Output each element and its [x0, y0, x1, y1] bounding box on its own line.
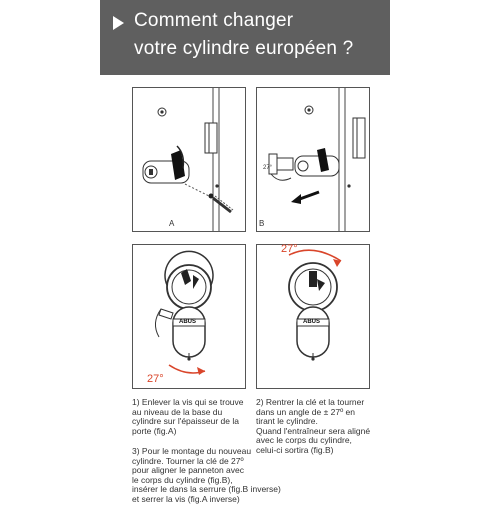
step-3-line: et serrer la vis (fig.A inverse)	[132, 493, 240, 504]
step-1-line: cylindre sur l'épaisseur de la	[132, 416, 239, 427]
header-banner	[100, 0, 390, 75]
figure-d-panel	[256, 244, 370, 389]
step-2-line: celui-ci sortira (fig.B)	[256, 444, 334, 455]
step-2-line: 2) Rentrer la clé et la tourner	[256, 397, 365, 407]
figure-b-illustration	[257, 88, 369, 231]
instruction-sheet	[100, 0, 390, 504]
step-2-line: avec le corps du cylindre,	[256, 435, 352, 446]
figure-b-panel	[256, 87, 370, 232]
step-1-text	[132, 398, 250, 436]
step-1-line: 1) Enlever la vis qui se trouve	[132, 397, 244, 407]
figure-c-angle-label: 27°	[147, 373, 164, 385]
figure-d-illustration	[257, 245, 369, 388]
title-line-2: votre cylindre européen ?	[134, 38, 354, 59]
step-2-line: dans un angle de ± 27º en	[256, 406, 355, 417]
figure-a-panel	[132, 87, 246, 232]
figure-b-angle-label: 27°	[263, 165, 273, 171]
step-3-line: cylindre. Tourner la clé de 27º	[132, 455, 244, 466]
step-2-line: Quand l'entraîneur sera aligné	[256, 425, 371, 436]
figure-d-angle-label: 27°	[281, 243, 298, 255]
step-3-line: insérer le dans la serrure (fig.B inverse)	[132, 484, 281, 495]
figure-b-label: B	[259, 219, 265, 228]
step-3-line: 3) Pour le montage du nouveau	[132, 446, 252, 456]
play-triangle-icon	[113, 16, 124, 30]
step-2-line: tirant le cylindre.	[256, 416, 318, 427]
step-3-line: le corps du cylindre (fig.B),	[132, 474, 233, 485]
figure-a-label: A	[169, 219, 175, 228]
figure-c-brand: ABUS	[179, 319, 197, 325]
title-line-1: Comment changer	[134, 10, 294, 31]
figure-d-brand: ABUS	[303, 319, 321, 325]
step-1-line: porte (fig.A)	[132, 425, 177, 436]
step-3-text	[132, 447, 302, 505]
step-1-line: au niveau de la base du	[132, 406, 223, 417]
figure-a-illustration	[133, 88, 245, 231]
figure-c-illustration	[133, 245, 245, 388]
figure-c-panel	[132, 244, 246, 389]
step-3-line: pour aligner le panneton avec	[132, 465, 244, 476]
